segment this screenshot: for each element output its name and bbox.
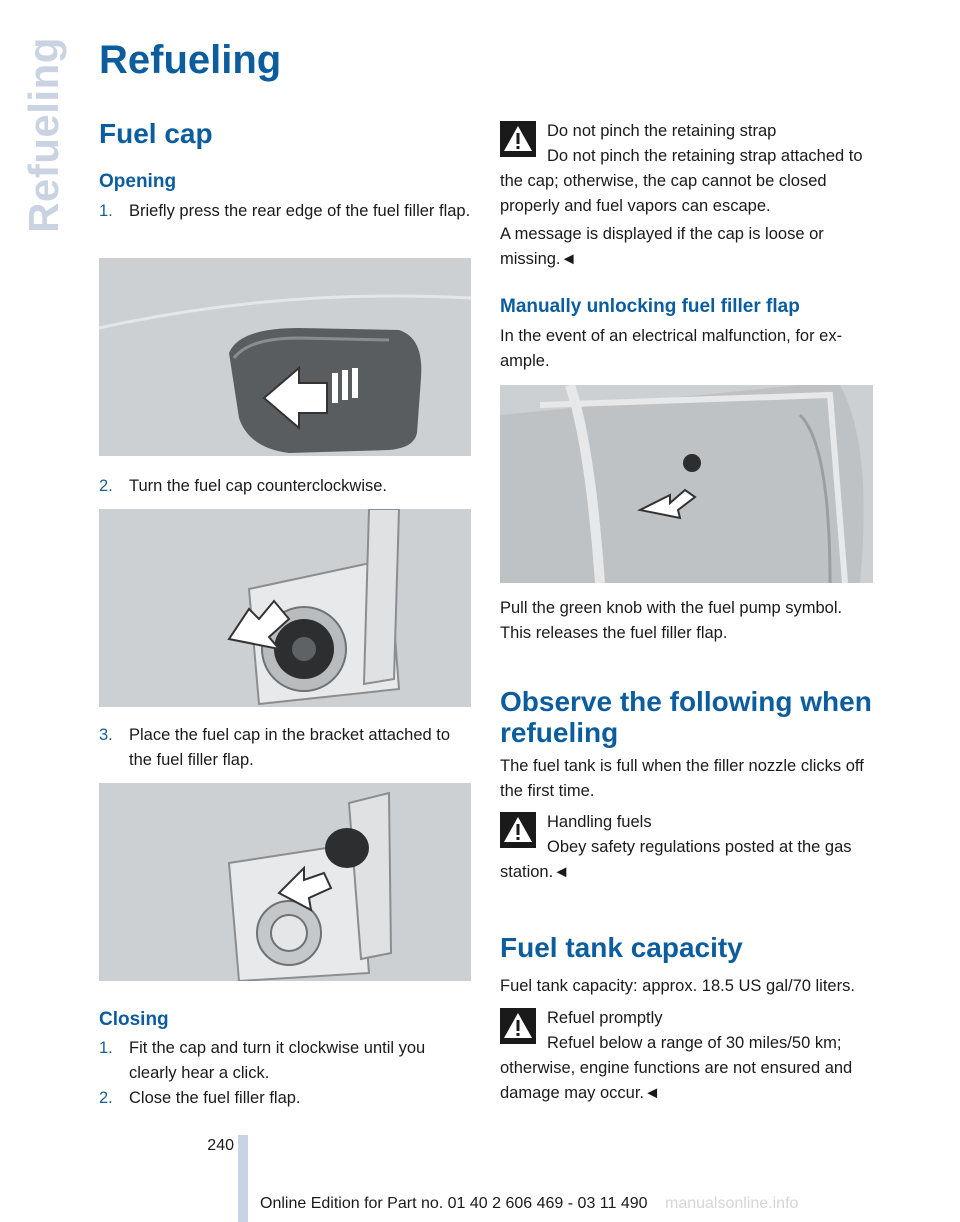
warning-icon	[500, 121, 536, 157]
observe-heading: Observe the following when refueling	[500, 686, 872, 749]
opening-step-2	[99, 474, 472, 499]
page-number: 240	[207, 1137, 234, 1154]
warning-icon	[500, 1008, 536, 1044]
side-tab-label: Refueling	[20, 37, 67, 233]
step-number: 1.	[99, 202, 113, 220]
warning-icon	[500, 812, 536, 848]
page-title: Refueling	[99, 38, 282, 82]
side-tab	[18, 37, 70, 233]
observe-text: The fuel tank is full when the filler nozzle clicks off the first time.	[500, 757, 864, 800]
warning-handling-fuels	[500, 810, 873, 885]
opening-step-1	[99, 199, 472, 224]
warning-body: Obey safety regulations posted at the gas station.◄	[500, 838, 852, 881]
step-text: Briefly press the rear edge of the fuel filler flap.	[129, 202, 471, 220]
footer-text: Online Edition for Part no. 01 40 2 606 469 - 03 11 490	[260, 1195, 648, 1212]
step-number: 2.	[99, 477, 113, 495]
manual-unlock-after: Pull the green knob with the fuel pump symbol. This releases the fuel filler flap.	[500, 599, 843, 642]
capacity-heading: Fuel tank capacity	[500, 932, 743, 963]
manual-unlock-intro: In the event of an electrical malfunction, for example.	[500, 327, 843, 370]
opening-step-3	[99, 723, 472, 773]
closing-step-2	[99, 1086, 472, 1111]
figure-press-flap	[99, 258, 471, 456]
warning-body: Refuel below a range of 30 miles/50 km; otherwise, engine functions are not ensured and damage may occur.◄	[500, 1034, 853, 1102]
step-number: 2.	[99, 1089, 113, 1107]
fuel-cap-heading: Fuel cap	[99, 118, 213, 149]
footer-bar	[238, 1135, 248, 1222]
warning-body: Do not pinch the retaining strap attached to the cap; otherwise, the cap cannot be closed properly and fuel vapors can escape.	[500, 147, 863, 215]
warning-retaining-strap	[500, 119, 873, 219]
opening-heading: Opening	[99, 171, 177, 192]
closing-heading: Closing	[99, 1009, 169, 1030]
warning-title: Do not pinch the retaining strap	[547, 122, 777, 140]
capacity-text: Fuel tank capacity: approx. 18.5 US gal/70 liters.	[500, 977, 855, 995]
figure-green-knob	[500, 385, 873, 583]
step-text: Turn the fuel cap counterclockwise.	[129, 477, 388, 495]
step-number: 1.	[99, 1039, 113, 1057]
figure-cap-in-bracket	[99, 783, 471, 981]
step-number: 3.	[99, 726, 113, 744]
manual-unlock-heading: Manually unlocking fuel filler flap	[500, 296, 800, 317]
warning-refuel-promptly	[500, 1006, 873, 1106]
watermark: manualsonline.info	[665, 1195, 799, 1212]
warning-title: Refuel promptly	[547, 1009, 663, 1027]
closing-step-1	[99, 1036, 472, 1086]
step-text: Fit the cap and turn it clockwise until you clearly hear a click.	[129, 1039, 426, 1082]
figure-turn-cap	[99, 509, 471, 707]
warning-title: Handling fuels	[547, 813, 652, 831]
step-text: Close the fuel filler flap.	[129, 1089, 301, 1107]
loose-cap-note: A message is displayed if the cap is loose or missing.◄	[500, 225, 824, 268]
step-text: Place the fuel cap in the bracket attached to the fuel filler flap.	[129, 726, 451, 769]
